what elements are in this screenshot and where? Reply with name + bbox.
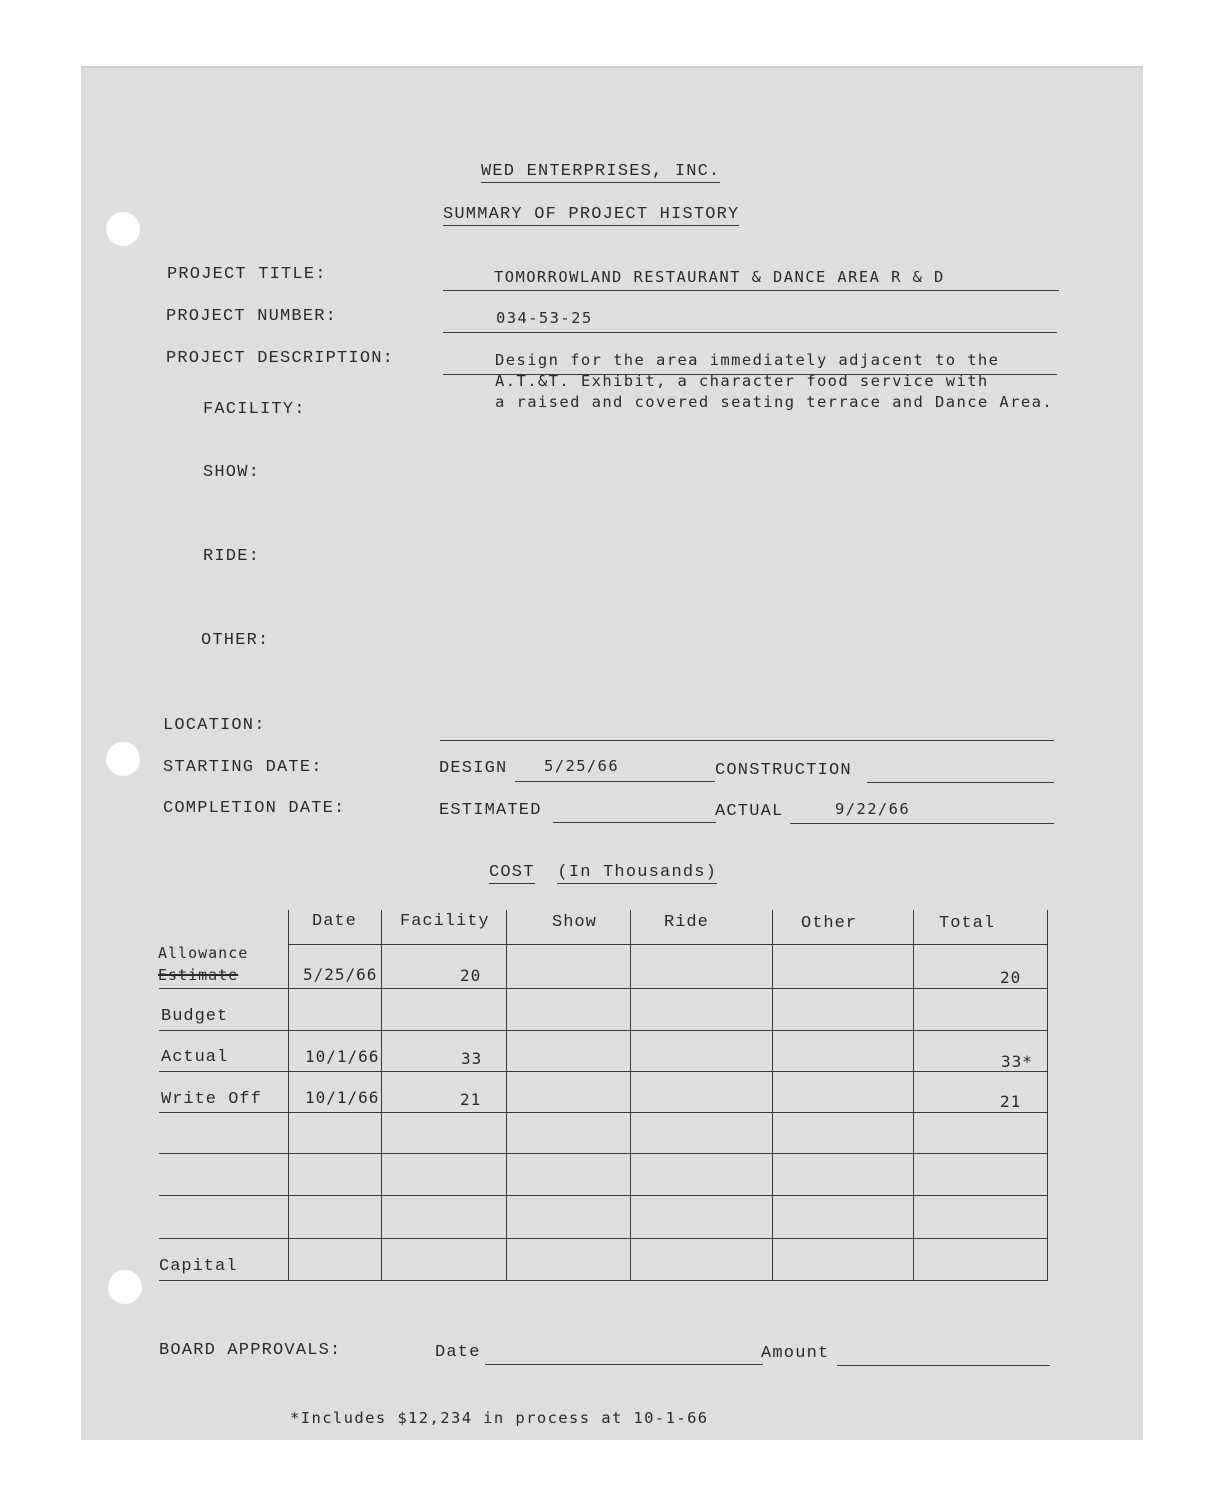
row-label-write-off: Write Off	[161, 1090, 262, 1109]
project-title-value: TOMORROWLAND RESTAURANT & DANCE AREA R & D	[494, 268, 945, 286]
construction-underline	[867, 782, 1054, 783]
cost-units: (In Thousands)	[557, 863, 718, 882]
other-label: OTHER:	[201, 631, 270, 650]
table-divider	[1047, 910, 1048, 1280]
design-label: DESIGN	[439, 759, 508, 778]
board-date-underline	[485, 1364, 763, 1365]
cost-title	[489, 863, 717, 882]
location-label: LOCATION:	[163, 716, 266, 735]
table-divider	[913, 910, 914, 1280]
actual-underline	[790, 823, 1054, 824]
construction-label: CONSTRUCTION	[715, 761, 852, 780]
cell-facility: 20	[460, 966, 482, 985]
description-line-3: a raised and covered seating terrace and Dance Area.	[495, 393, 1054, 411]
board-amount-label: Amount	[761, 1344, 830, 1363]
cell-date: 5/25/66	[303, 965, 378, 984]
ride-label: RIDE:	[203, 547, 261, 566]
cell-facility: 33	[461, 1049, 483, 1068]
row-label-budget: Budget	[161, 1007, 229, 1026]
table-rule	[159, 1071, 1048, 1072]
document-page	[81, 66, 1143, 1440]
table-rule	[159, 1195, 1048, 1196]
design-underline	[515, 781, 715, 782]
punch-hole	[108, 1270, 142, 1304]
description-line-1: Design for the area immediately adjacent to the	[495, 351, 1000, 369]
row-label-estimate-struck: Estimate	[158, 966, 239, 984]
table-divider	[506, 910, 507, 1280]
form-title: SUMMARY OF PROJECT HISTORY	[443, 205, 740, 224]
cell-total: 20	[1000, 968, 1022, 987]
company-name: WED ENTERPRISES, INC.	[481, 162, 721, 181]
cell-total: 21	[1000, 1092, 1022, 1111]
table-rule	[288, 944, 1048, 945]
table-rule	[159, 988, 1048, 989]
column-header-total: Total	[939, 914, 996, 933]
table-divider	[630, 910, 631, 1280]
punch-hole	[106, 742, 140, 776]
table-rule	[159, 1238, 1048, 1239]
punch-hole	[106, 212, 140, 246]
column-header-date: Date	[312, 912, 357, 931]
column-header-show: Show	[552, 913, 597, 932]
estimated-underline	[553, 822, 716, 823]
column-header-facility: Facility	[400, 912, 490, 931]
cell-date: 10/1/66	[305, 1088, 380, 1107]
project-number-value: 034-53-25	[496, 309, 593, 327]
completion-date-label: COMPLETION DATE:	[163, 799, 346, 818]
location-underline	[440, 740, 1054, 741]
description-line-2: A.T.&T. Exhibit, a character food service with	[495, 372, 989, 390]
column-header-other: Other	[801, 914, 858, 933]
facility-label: FACILITY:	[203, 400, 306, 419]
row-label-actual: Actual	[161, 1048, 229, 1067]
project-number-underline	[443, 332, 1057, 333]
project-number-label: PROJECT NUMBER:	[166, 307, 338, 326]
estimated-label: ESTIMATED	[439, 801, 542, 820]
cell-total: 33*	[1001, 1052, 1033, 1071]
starting-date-label: STARTING DATE:	[163, 758, 323, 777]
table-rule	[159, 1280, 1048, 1281]
column-header-ride: Ride	[664, 913, 709, 932]
actual-label: ACTUAL	[715, 802, 784, 821]
cost-heading: COST	[489, 863, 535, 882]
row-label-allowance: Allowance	[158, 944, 249, 962]
table-divider	[381, 910, 382, 1280]
project-title-underline	[443, 290, 1059, 291]
board-amount-underline	[837, 1365, 1050, 1366]
table-rule	[159, 1030, 1048, 1031]
table-rule	[159, 1112, 1048, 1113]
board-date-label: Date	[435, 1343, 481, 1362]
design-date-value: 5/25/66	[544, 757, 620, 775]
table-divider	[772, 910, 773, 1280]
cell-facility: 21	[460, 1090, 482, 1109]
board-approvals-label: BOARD APPROVALS:	[159, 1341, 342, 1360]
table-rule	[159, 1153, 1048, 1154]
project-title-label: PROJECT TITLE:	[167, 265, 327, 284]
row-label-capital: Capital	[159, 1257, 238, 1276]
footnote: *Includes $12,234 in process at 10-1-66	[290, 1409, 709, 1427]
cell-date: 10/1/66	[305, 1047, 380, 1066]
project-description-label: PROJECT DESCRIPTION:	[166, 349, 395, 368]
table-divider	[288, 910, 289, 1280]
actual-date-value: 9/22/66	[835, 800, 911, 818]
show-label: SHOW:	[203, 463, 261, 482]
